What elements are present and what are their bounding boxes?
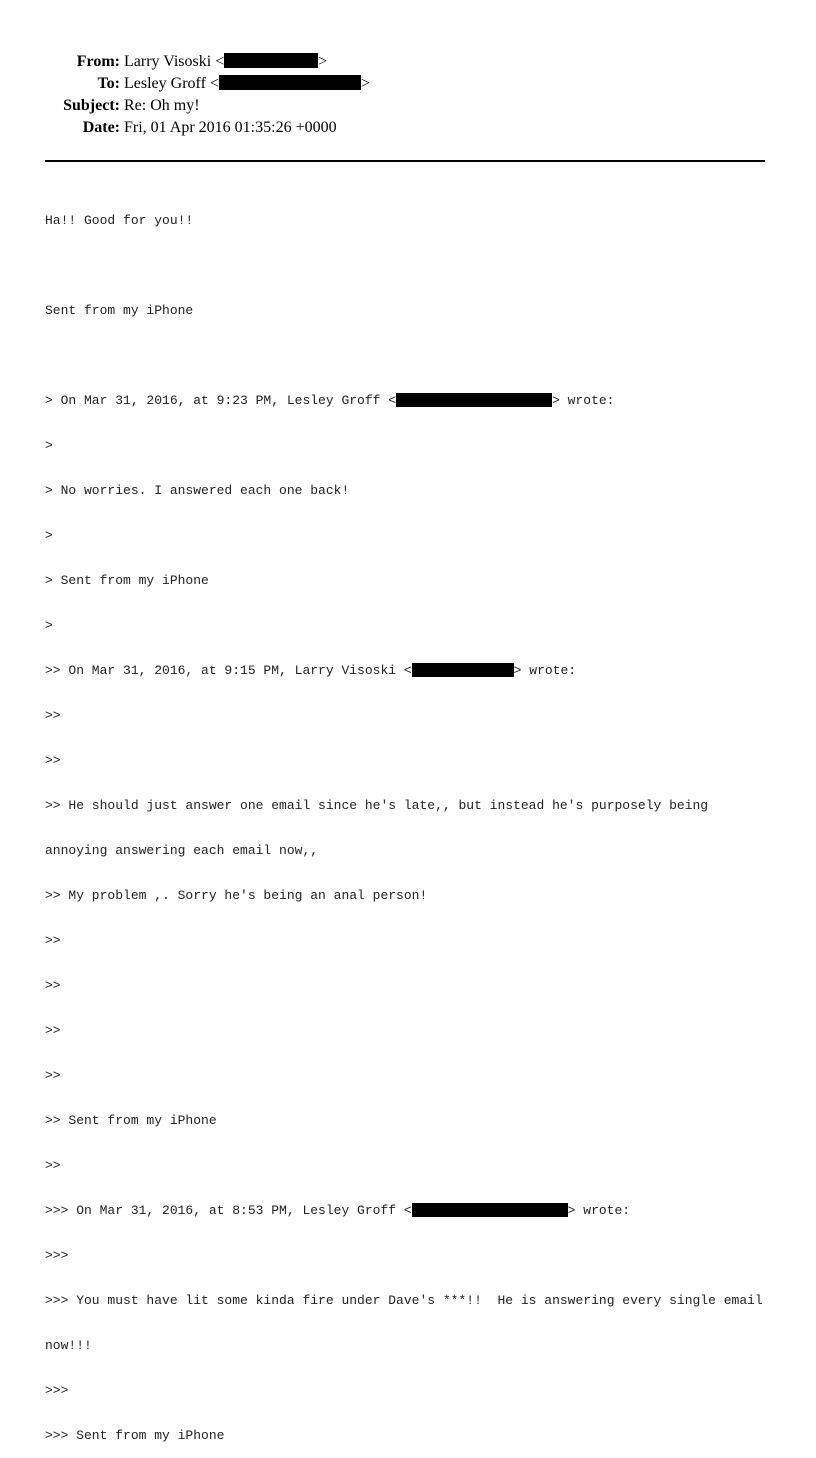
body-line: Ha!! Good for you!! <box>45 213 194 228</box>
quote-header-text: > On Mar 31, 2016, at 9:23 PM, Lesley Groff < <box>45 393 397 408</box>
email-body <box>45 183 770 1458</box>
from-row <box>0 51 816 73</box>
body-line: >> My problem ,. Sorry he's being an anal person! <box>45 888 428 903</box>
header-divider <box>45 160 765 162</box>
date-row <box>0 117 816 139</box>
bracket-open: < <box>215 53 225 70</box>
from-label: From: <box>76 53 120 70</box>
body-line: > <box>45 438 53 453</box>
quote-header-text: > wrote: <box>567 1203 631 1218</box>
quote-header-text: >>> On Mar 31, 2016, at 8:53 PM, Lesley Groff < <box>45 1203 412 1218</box>
body-line: >> <box>45 753 61 768</box>
subject-value: Re: Oh my! <box>124 97 200 114</box>
body-line: >>> Sent from my iPhone <box>45 1428 225 1443</box>
redaction-box <box>396 393 552 407</box>
quote-header-text: > wrote: <box>552 393 615 408</box>
bracket-open: < <box>209 75 219 92</box>
from-value <box>124 51 327 73</box>
body-line: >> He should just answer one email since he's late,, but instead he's purposely being <box>45 798 709 813</box>
body-line: annoying answering each email now,, <box>45 843 319 858</box>
bracket-close: > <box>360 75 370 92</box>
to-row <box>0 73 816 95</box>
email-header <box>0 51 816 139</box>
body-line: > <box>45 528 53 543</box>
to-name: Lesley Groff <box>124 75 206 92</box>
date-value: Fri, 01 Apr 2016 01:35:26 +0000 <box>124 119 337 136</box>
body-line: > No worries. I answered each one back! <box>45 483 350 498</box>
redaction-box <box>224 53 318 68</box>
to-value <box>124 73 370 95</box>
body-line: >>> You must have lit some kinda fire under Dave's ***!! He is answering every single email <box>45 1293 763 1308</box>
body-line: now!!! <box>45 1338 92 1353</box>
body-line: > Sent from my iPhone <box>45 573 209 588</box>
bracket-close: > <box>318 53 328 70</box>
body-line: >> <box>45 1068 61 1083</box>
body-line: >> <box>45 978 61 993</box>
quote-header-line <box>45 1203 770 1218</box>
quote-header-text: > wrote: <box>513 663 577 678</box>
quote-header-line <box>45 393 770 408</box>
body-line: >> <box>45 1023 61 1038</box>
body-line: > <box>45 618 53 633</box>
blank-line <box>45 348 770 363</box>
quote-header-text: >> On Mar 31, 2016, at 9:15 PM, Larry Visoski < <box>45 663 412 678</box>
to-label: To: <box>97 75 120 92</box>
redaction-box <box>412 663 514 677</box>
body-line: >> Sent from my iPhone <box>45 1113 217 1128</box>
date-label: Date: <box>82 119 120 136</box>
body-line: >> <box>45 933 61 948</box>
from-name: Larry Visoski <box>124 53 212 70</box>
blank-line <box>45 258 770 273</box>
body-line: >>> <box>45 1248 69 1263</box>
body-line: >> <box>45 708 61 723</box>
redaction-box <box>219 75 361 90</box>
body-line: >>> <box>45 1383 69 1398</box>
subject-label: Subject: <box>63 97 120 114</box>
redaction-box <box>412 1203 568 1217</box>
quote-header-line <box>45 663 770 678</box>
body-line: >> <box>45 1158 61 1173</box>
subject-row <box>0 95 816 117</box>
body-line: Sent from my iPhone <box>45 303 194 318</box>
